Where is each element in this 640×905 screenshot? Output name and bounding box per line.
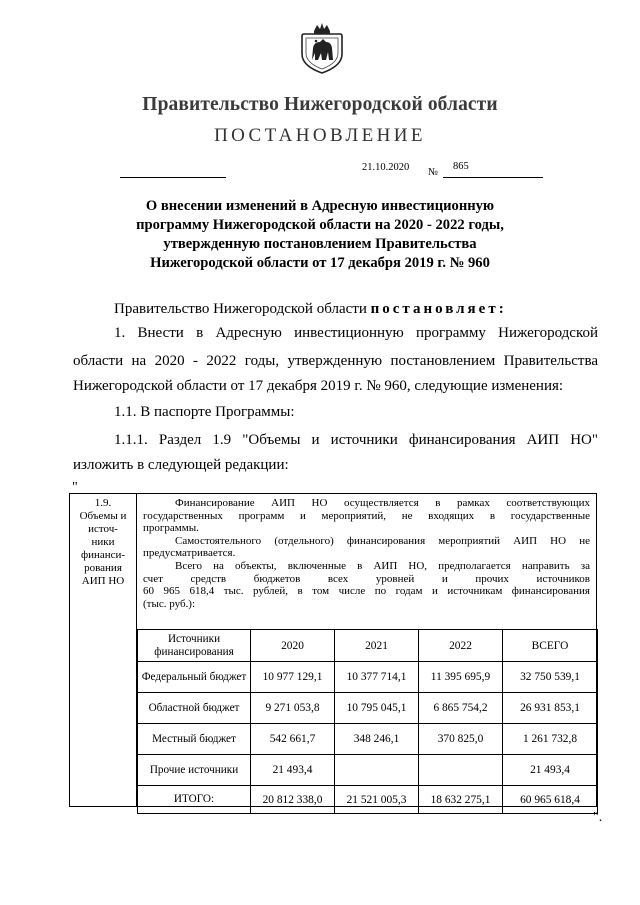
source-name: ИТОГО:	[138, 786, 251, 814]
section-label-cell	[70, 494, 137, 807]
number-underline	[443, 177, 543, 178]
decree-intro	[114, 301, 507, 318]
table-cell: 1 261 732,8	[503, 724, 598, 755]
document-date: 21.10.2020	[362, 162, 410, 173]
table-cell: 21 521 005,3	[335, 786, 419, 814]
source-name: Федеральный бюджет	[138, 662, 251, 693]
financing-text-line: Самостоятельного (отдельного) финансирования мероприятий АИП НО не	[175, 534, 590, 547]
source-name: Прочие источники	[138, 755, 251, 786]
section-name-line: ники	[91, 536, 115, 548]
table-cell: 348 246,1	[335, 724, 419, 755]
column-header: 2022	[419, 630, 503, 662]
source-name: Местный бюджет	[138, 724, 251, 755]
table-cell: 21 493,4	[503, 755, 598, 786]
table-cell: 10 795 045,1	[335, 693, 419, 724]
source-name: Областной бюджет	[138, 693, 251, 724]
section-name-line: источ-	[88, 523, 118, 535]
table-cell: 60 965 618,4	[503, 786, 598, 814]
paragraph-1-line-3: Нижегородской области от 17 декабря 2019 г. № 960, следующие изменения:	[73, 378, 564, 394]
section-name-line: Объемы и	[79, 510, 127, 522]
column-header: 2020	[251, 630, 335, 662]
decree-intro-prefix: Правительство Нижегородской области	[114, 301, 367, 317]
heading-line: О внесении изменений в Адресную инвестиционную	[145, 198, 495, 214]
table-cell: 11 395 695,9	[419, 662, 503, 693]
government-name: Правительство Нижегородской области	[142, 94, 498, 115]
financing-sources-table	[137, 629, 598, 814]
number-sign: №	[428, 167, 439, 178]
table-row	[138, 724, 598, 755]
paragraph-1-line-1: 1. Внести в Адресную инвестиционную программу Нижегородской	[114, 325, 598, 341]
table-row	[138, 755, 598, 786]
paragraph-1-line-2: области на 2020 - 2022 годы, утвержденную постановлением Правительства	[73, 353, 598, 369]
section-name-line: АИП НО	[81, 575, 125, 587]
column-header: ВСЕГО	[503, 630, 598, 662]
heading-line: Нижегородской области от 17 декабря 2019 г. № 960	[150, 255, 490, 271]
table-total-row	[138, 786, 598, 814]
table-row	[138, 662, 598, 693]
financing-text-line: государственных программ и мероприятий, не входящих в государственные	[143, 509, 590, 522]
table-cell	[335, 755, 419, 786]
column-header: 2021	[335, 630, 419, 662]
financing-text-line: Финансирование АИП НО осуществляется в рамках соответствующих	[175, 497, 590, 509]
decree-verb: постановляет:	[370, 301, 507, 317]
section-content-cell	[137, 494, 597, 807]
heading-line: программу Нижегородской области на 2020 - 2022 годы,	[136, 217, 504, 233]
financing-text-line: счет средств бюджетов всех уровней и прочих источников	[143, 572, 590, 585]
table-cell: 6 865 754,2	[419, 693, 503, 724]
table-cell	[419, 755, 503, 786]
table-cell: 32 750 539,1	[503, 662, 598, 693]
table-cell: 20 812 338,0	[251, 786, 335, 814]
table-cell: 542 661,7	[251, 724, 335, 755]
coat-of-arms-emblem	[300, 22, 344, 74]
financing-text-line: Всего на объекты, включенные в АИП НО, предполагается направить за	[175, 559, 590, 572]
paragraph-3-line-2: изложить в следующей редакции:	[73, 457, 289, 473]
closing-quote: ".	[593, 810, 603, 825]
opening-quote: "	[72, 480, 78, 495]
column-header: Источники финансирования	[138, 630, 251, 662]
document-number: 865	[453, 161, 469, 172]
table-cell: 9 271 053,8	[251, 693, 335, 724]
financing-text-line: предусматривается.	[143, 547, 236, 560]
table-cell: 370 825,0	[419, 724, 503, 755]
financing-text-line: программы.	[143, 522, 199, 535]
table-header-row	[138, 630, 598, 662]
table-cell: 18 632 275,1	[419, 786, 503, 814]
document-type: ПОСТАНОВЛЕНИЕ	[214, 125, 426, 146]
paragraph-2: 1.1. В паспорте Программы:	[114, 404, 295, 420]
table-cell: 10 977 129,1	[251, 662, 335, 693]
heading-line: утвержденную постановлением Правительства	[163, 236, 477, 252]
section-number: 1.9.	[94, 497, 112, 509]
financing-text-line: (тыс. руб.):	[143, 597, 196, 610]
section-name-line: рования	[84, 562, 122, 574]
table-cell: 21 493,4	[251, 755, 335, 786]
passport-section-table	[69, 493, 597, 807]
table-cell: 10 377 714,1	[335, 662, 419, 693]
table-cell: 26 931 853,1	[503, 693, 598, 724]
document-heading	[120, 197, 520, 273]
table-row	[138, 693, 598, 724]
date-underline-left	[120, 177, 226, 178]
paragraph-3-line-1: 1.1.1. Раздел 1.9 "Объемы и источники финансирования АИП НО"	[114, 432, 598, 448]
section-name-line: финанси-	[80, 549, 126, 561]
financing-text-line: 60 965 618,4 тыс. рублей, в том числе по годам и источникам финансирования	[143, 585, 590, 598]
